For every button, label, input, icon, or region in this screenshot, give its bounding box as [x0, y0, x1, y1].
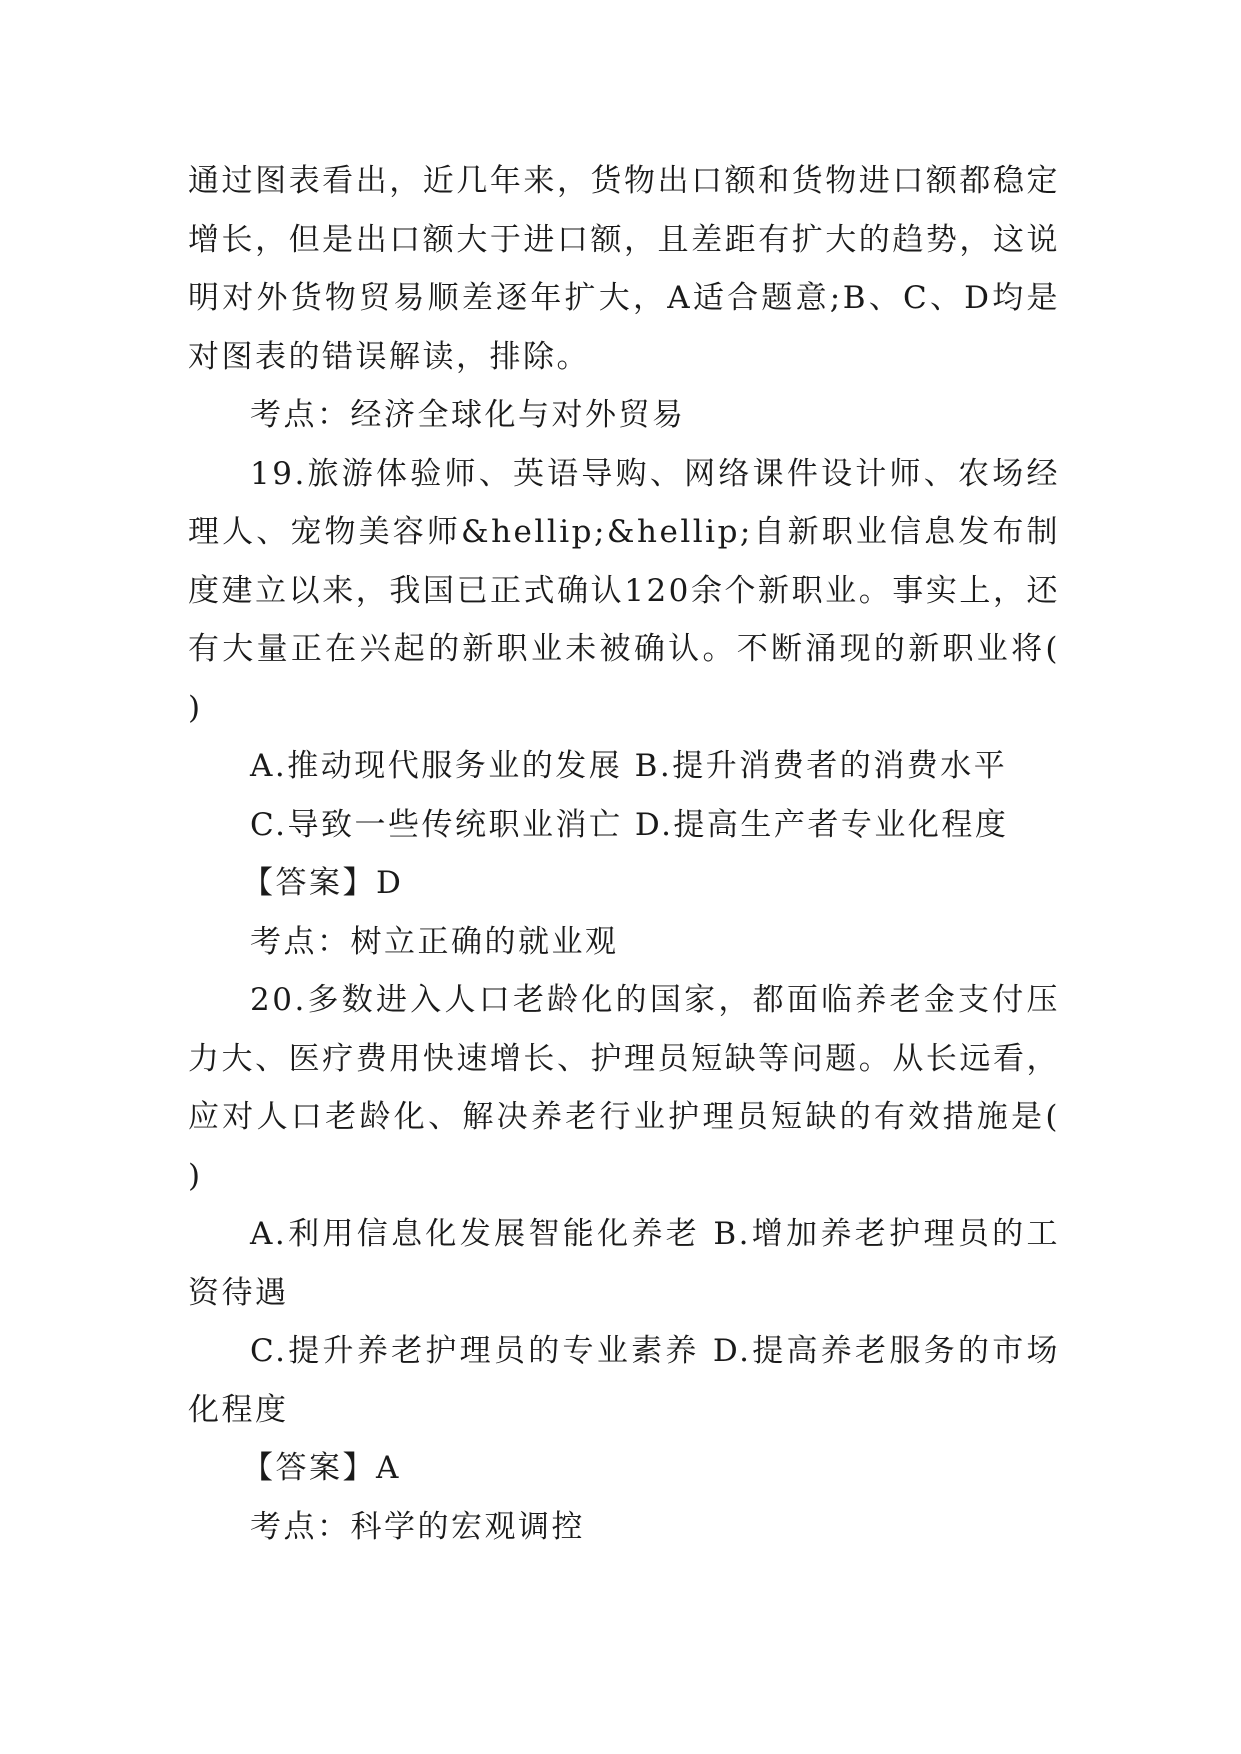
question-19-answer: 【答案】D [242, 865, 404, 901]
analysis-paragraph: 通过图表看出，近几年来，货物出口额和货物进口额都稳定增长，但是出口额大于进口额，且差距有扩大的趋势，这说明对外货物贸易顺差逐年扩大，A适合题意;B、C、D均是对图表的错误解读，排除。 [188, 163, 1060, 375]
question-19-exam-point: 考点：树立正确的就业观 [250, 923, 619, 960]
question-19-options-ab: A.推动现代服务业的发展 B.提升消费者的消费水平 [250, 748, 1008, 784]
question-20-answer: 【答案】A [242, 1450, 401, 1486]
document-body [188, 152, 1060, 1556]
question-19-stem: 19.旅游体验师、英语导购、网络课件设计师、农场经理人、宠物美容师&hellip;&hellip;自新职业信息发布制度建立以来，我国已正式确认120余个新职业。事实上，还有大量正在兴起的新职业未被确认。不断涌现的新职业将( ) [188, 455, 1060, 726]
question-20-stem: 20.多数进入人口老龄化的国家，都面临养老金支付压力大、医疗费用快速增长、护理员短缺等问题。从长远看，应对人口老龄化、解决养老行业护理员短缺的有效措施是( ) [188, 982, 1060, 1194]
question-20-options-cd: C.提升养老护理员的专业素养 D.提高养老服务的市场化程度 [188, 1333, 1060, 1428]
question-20-options-ab: A.利用信息化发展智能化养老 B.增加养老护理员的工资待遇 [188, 1216, 1060, 1311]
question-19-options-cd: C.导致一些传统职业消亡 D.提高生产者专业化程度 [250, 806, 1009, 843]
exam-point-paragraph: 考点：经济全球化与对外贸易 [250, 397, 686, 433]
question-20-exam-point: 考点：科学的宏观调控 [250, 1508, 585, 1545]
